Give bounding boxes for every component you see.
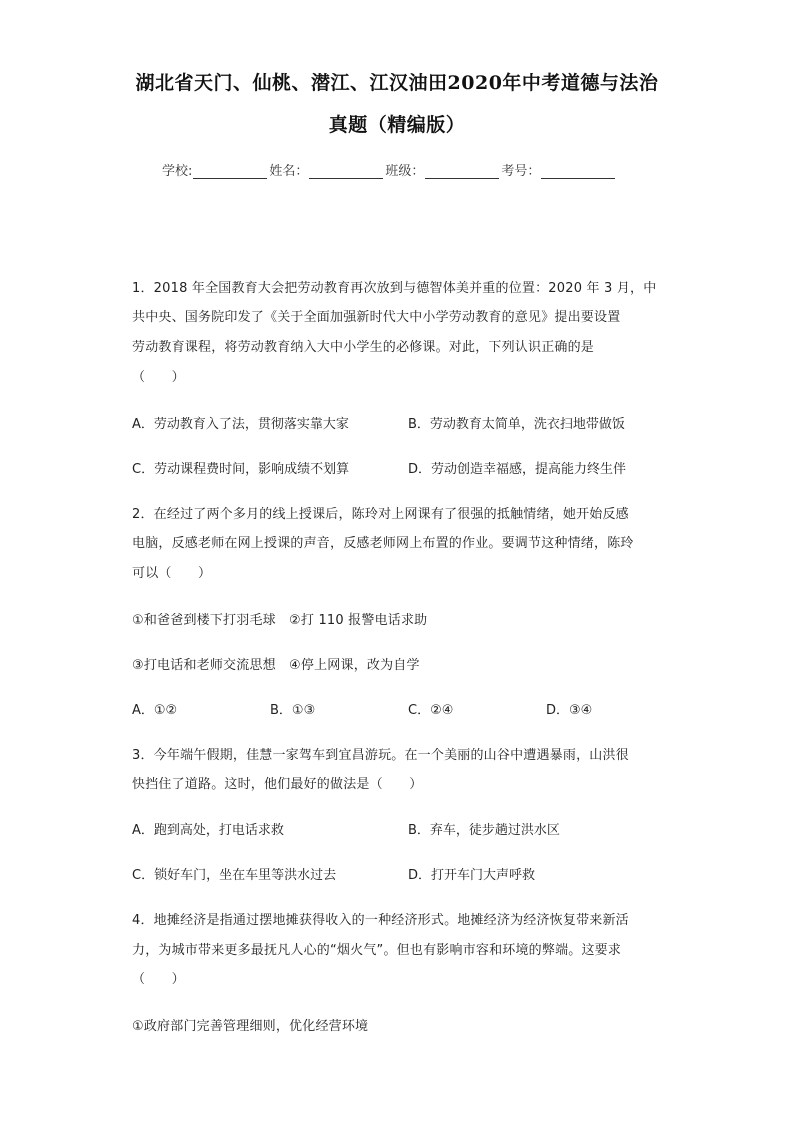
q1-option-c: C．劳动课程费时间，影响成绩不划算 bbox=[132, 462, 350, 477]
q3-option-b: B．弃车，徒步趟过洪水区 bbox=[408, 823, 560, 838]
q2-stem-line: 电脑，反感老师在网上授课的声音，反感老师网上布置的作业。要调节这种情绪，陈玲 bbox=[132, 536, 634, 551]
page-subtitle: 真题（精编版） bbox=[328, 114, 466, 136]
q2-statement-line: ③打电话和老师交流思想 ④停上网课，改为自学 bbox=[132, 658, 420, 673]
q2-option-b: B．①③ bbox=[270, 703, 316, 718]
q4-stem-line: 力，为城市带来更多最抚凡人心的“烟火气”。但也有影响市容和环境的弊端。这要求 bbox=[132, 943, 622, 958]
class-label: 班级： bbox=[385, 164, 425, 179]
student-info-row bbox=[162, 160, 617, 179]
q1-option-d: D．劳动创造幸福感，提高能力终生伴 bbox=[408, 462, 627, 477]
class-blank bbox=[425, 164, 499, 179]
q4-stem-line: 4．地摊经济是指通过摆地摊获得收入的一种经济形式。地摊经济为经济恢复带来新活 bbox=[132, 913, 629, 928]
q1-option-b: B．劳动教育太简单，洗衣扫地带做饭 bbox=[408, 417, 625, 432]
name-label: 姓名： bbox=[269, 164, 309, 179]
q2-stem-line: 可以（ ） bbox=[132, 566, 212, 581]
q2-option-a: A．①② bbox=[132, 703, 178, 718]
page-title: 湖北省天门、仙桃、潜江、江汉油田2020年中考道德与法治 bbox=[135, 72, 659, 94]
q2-stem-line: 2．在经过了两个多月的线上授课后，陈玲对上网课有了很强的抵触情绪，她开始反感 bbox=[132, 507, 629, 522]
q3-option-d: D．打开车门大声呼救 bbox=[408, 868, 536, 883]
exam-number-label: 考号： bbox=[501, 164, 541, 179]
q1-stem-line: 劳动教育课程，将劳动教育纳入大中小学生的必修课。对此，下列认识正确的是 bbox=[132, 340, 595, 355]
school-label: 学校: bbox=[162, 164, 193, 179]
q4-answer-brackets: （ ） bbox=[132, 972, 185, 987]
q1-stem-line: 1．2018 年全国教育大会把劳动教育再次放到与德智体美并重的位置：2020 年 3 月，中 bbox=[132, 281, 657, 296]
school-blank bbox=[193, 164, 267, 179]
q3-option-a: A．跑到高处，打电话求救 bbox=[132, 823, 284, 838]
q2-statement-line: ①和爸爸到楼下打羽毛球 ②打 110 报警电话求助 bbox=[132, 613, 428, 628]
q1-answer-brackets: （ ） bbox=[132, 370, 185, 385]
name-blank bbox=[309, 164, 383, 179]
exam-number-blank bbox=[541, 164, 615, 179]
q3-stem-line: 3．今年端午假期，佳慧一家驾车到宜昌游玩。在一个美丽的山谷中遭遇暴雨，山洪很 bbox=[132, 748, 629, 763]
q3-stem-line: 快挡住了道路。这时，他们最好的做法是（ ） bbox=[132, 777, 423, 792]
q2-option-c: C．②④ bbox=[408, 703, 454, 718]
q1-stem-line: 共中央、国务院印发了《关于全面加强新时代大中小学劳动教育的意见》提出要设置 bbox=[132, 310, 621, 325]
q4-statement-line: ①政府部门完善管理细则，优化经营环境 bbox=[132, 1019, 369, 1034]
q1-option-a: A．劳动教育入了法，贯彻落实靠大家 bbox=[132, 417, 349, 432]
q3-option-c: C．锁好车门，坐在车里等洪水过去 bbox=[132, 868, 337, 883]
q2-option-d: D．③④ bbox=[546, 703, 593, 718]
